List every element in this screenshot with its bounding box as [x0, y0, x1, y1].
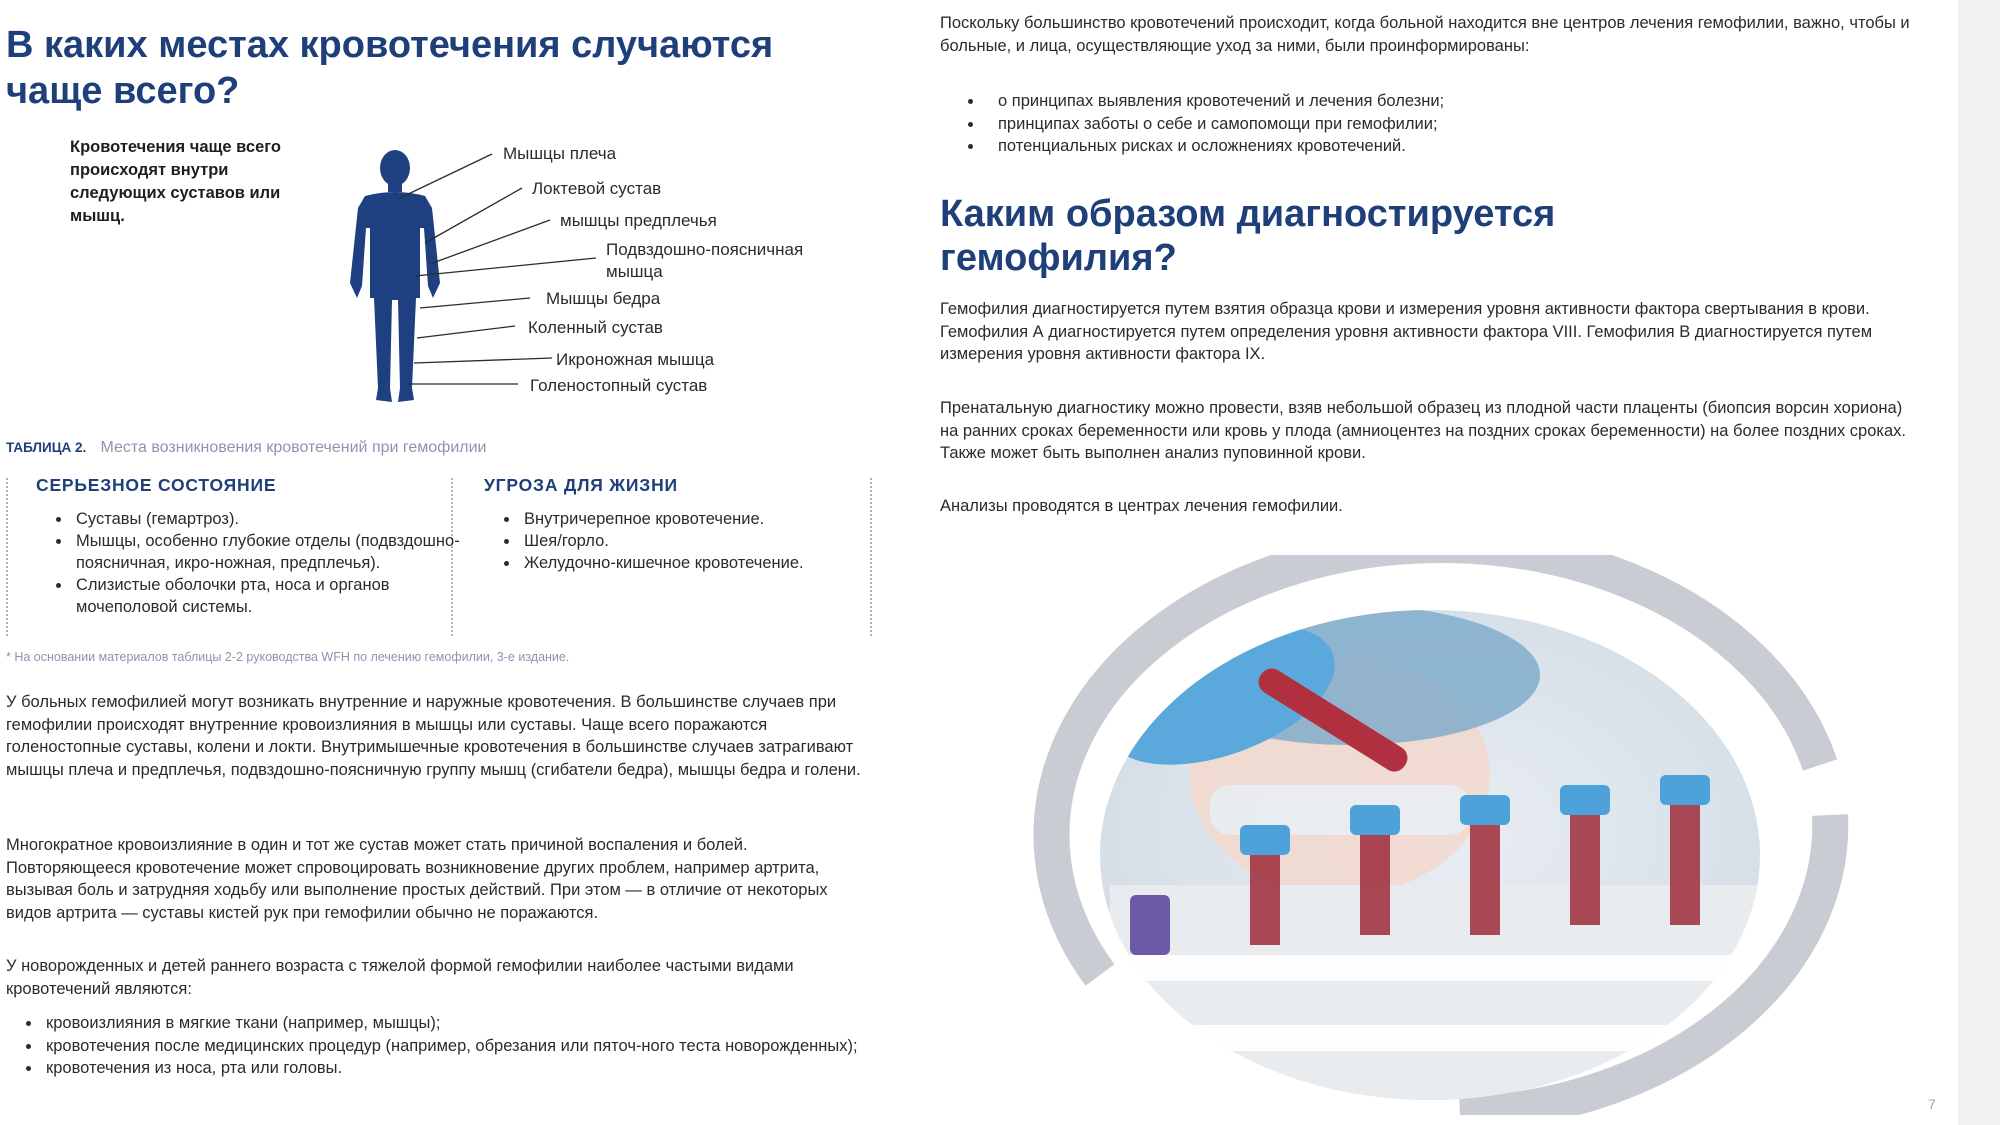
list-item: • Слизистые оболочки рта, носа и органов мочеполовой системы. — [72, 574, 460, 618]
label-ankle-joint: Голеностопный сустав — [530, 376, 708, 395]
table-col-life-threat-list — [498, 508, 820, 574]
label-forearm-muscles: мышцы предплечья — [560, 211, 717, 230]
lab-photo — [960, 555, 1880, 1115]
label-elbow-joint: Локтевой сустав — [532, 179, 662, 198]
list-item: • кровотечения после медицинских процедур (например, обрезания или пяточ-ного теста новорожденных); — [42, 1035, 892, 1058]
table-col-serious-head: СЕРЬЕЗНОЕ СОСТОЯНИЕ — [36, 475, 277, 495]
paragraph-centers: Анализы проводятся в центрах лечения гемофилии. — [940, 497, 1343, 515]
list-item: • Суставы (гемартроз). — [72, 508, 460, 530]
paragraph-prenatal: Пренатальную диагностику можно провести, взяв небольшой образец из плодной части плаценты (биопсия ворсин хориона) на ранних сроках беременности или кровь у плода (амниоцентез на поздних сроках беременности) на более поздних сроках. Также может быть выполнен анализ пуповинной крови. — [940, 399, 1906, 462]
list-item: • о принципах выявления кровотечений и лечения болезни; — [984, 90, 1884, 113]
list-item: • Мышцы, особенно глубокие отделы (подвздошно-поясничная, икро-ножная, предплечья). — [72, 530, 460, 574]
table-col-serious-list — [50, 508, 460, 618]
label-shoulder-muscles: Мышцы плеча — [503, 144, 617, 163]
paragraph-repeated-bleeding: Многократное кровоизлияние в один и тот же сустав может стать причиной воспаления и болей. Повторяющееся кровотечение может спровоцировать возникновение других проблем, например артрита, вызывая боль и затрудняя ходьбу или выполнение простых действий. При этом — в отличие от некоторых видов артрита — суставы кистей рук при гемофилии обычно не поражаются. — [6, 836, 828, 922]
label-knee-joint: Коленный сустав — [528, 318, 663, 337]
table-caption — [6, 438, 486, 458]
awareness-list — [958, 90, 1884, 158]
table-footnote: * На основании материалов таблицы 2-2 руководства WFH по лечению гемофилии, 3-е издание. — [6, 650, 570, 664]
paragraph-bleeding-types: У больных гемофилией могут возникать внутренние и наружные кровотечения. В большинстве случаев при гемофилии происходят внутренние кровоизлияния в мышцы или суставы. Чаще всего поражаются голеностопные суставы, колени и локти. Внутримышечные кровотечения в большинстве случаев затрагивают мышцы плеча и предплечья, подвздошно-поясничную группу мышц (сгибатели бедра), мышцы бедра и голени. — [6, 693, 861, 779]
list-item: • Внутричерепное кровотечение. — [520, 508, 820, 530]
table-col-life-threat-head: УГРОЗА ДЛЯ ЖИЗНИ — [484, 475, 678, 495]
label-calf-muscle: Икроножная мышца — [556, 350, 715, 369]
table-caption-text: Места возникновения кровотечений при гемофилии — [100, 439, 487, 456]
paragraph-diagnosis: Гемофилия диагностируется путем взятия образца крови и измерения уровня активности фактора свертывания в крови. Гемофилия А диагностируется путем определения уровня активности фактора VIII. Гемофилия В диагностируется путем измерения уровня активности фактора IX. — [940, 300, 1873, 363]
list-item: • Желудочно-кишечное кровотечение. — [520, 552, 820, 574]
list-item: • кровоизлияния в мягкие ткани (например, мышцы); — [42, 1012, 892, 1035]
list-item: • кровотечения из носа, рта или головы. — [42, 1057, 892, 1080]
label-iliopsoas: Подвздошно-поясничная — [606, 240, 804, 259]
list-item: • Шея/горло. — [520, 530, 820, 552]
page-number: 7 — [1928, 1096, 1936, 1112]
title-line-2: чаще всего? — [6, 70, 240, 112]
list-item: • потенциальных рисках и осложнениях кровотечений. — [984, 135, 1884, 158]
label-thigh-muscles: Мышцы бедра — [546, 289, 661, 308]
list-item: • принципах заботы о себе и самопомощи при гемофилии; — [984, 113, 1884, 136]
paragraph-awareness: Поскольку большинство кровотечений происходит, когда больной находится вне центров лечения гемофилии, важно, чтобы и больные, и лица, осуществляющие уход за ними, были проинформированы: — [940, 14, 1910, 55]
label-iliopsoas-muscle: мышца — [606, 262, 663, 281]
title-line-1: Каким образом диагностируется — [940, 193, 1556, 235]
title-line-1: В каких местах кровотечения случаются — [6, 24, 774, 66]
intro-note: Кровотечения чаще всего происходят внутри следующих суставов или мышц. — [70, 138, 282, 225]
newborn-bleeding-list — [14, 1012, 892, 1080]
section-title-diagnosis — [940, 192, 1840, 280]
table-caption-number: ТАБЛИЦА 2. — [6, 440, 87, 455]
paragraph-newborns: У новорожденных и детей раннего возраста с тяжелой формой гемофилии наиболее частыми видами кровотечений являются: — [6, 957, 794, 998]
title-line-2: гемофилия? — [940, 237, 1177, 279]
page-edge — [1958, 0, 2000, 1125]
section-title-bleeding-sites — [6, 22, 906, 114]
human-silhouette-icon — [350, 150, 440, 402]
